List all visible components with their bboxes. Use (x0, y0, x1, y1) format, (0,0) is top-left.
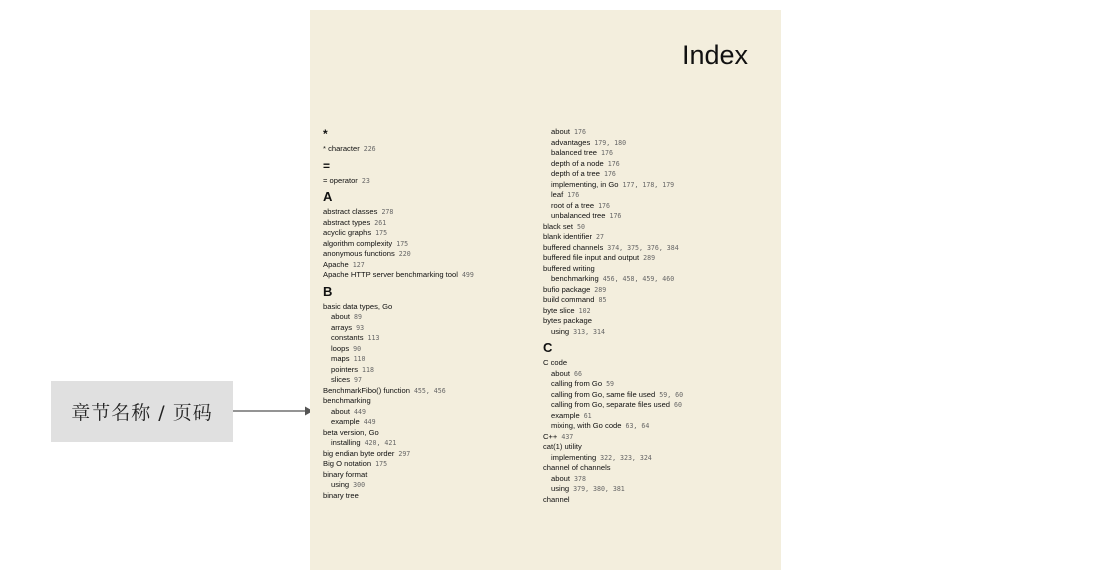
entry-page-numbers: 179, 180 (594, 138, 627, 147)
index-subentry (323, 365, 533, 376)
index-right-column (543, 127, 753, 505)
index-subentry (543, 138, 753, 149)
index-entry (323, 428, 533, 439)
entry-page-numbers: 176 (609, 212, 622, 220)
entry-term: Apache (323, 259, 349, 269)
entry-page-numbers: 261 (374, 218, 387, 227)
index-entry (543, 495, 753, 506)
entry-page-numbers: 226 (363, 145, 376, 153)
index-subentry (543, 327, 753, 338)
index-subentry (323, 407, 533, 418)
entry-page-numbers: 449 (363, 418, 376, 426)
entry-page-numbers: 374, 375, 376, 384 (607, 243, 679, 252)
entry-term: * character (323, 144, 360, 153)
entry-term: byte slice (543, 305, 575, 315)
entry-term: bytes package (543, 316, 592, 325)
index-entry (543, 264, 753, 275)
entry-term: example (331, 417, 360, 426)
entry-page-numbers: 63, 64 (625, 422, 650, 430)
entry-page-numbers: 322, 323, 324 (600, 453, 652, 462)
index-entry (323, 470, 533, 481)
entry-term: abstract types (323, 217, 371, 227)
entry-term: cat(1) utility (543, 442, 582, 451)
entry-term: leaf (551, 190, 564, 199)
index-entry (323, 249, 533, 260)
index-subentry (323, 438, 533, 449)
entry-term: channel of channels (543, 463, 611, 472)
index-subentry (543, 148, 753, 159)
index-subentry (543, 190, 753, 201)
entry-term: binary tree (323, 490, 359, 500)
index-entry (543, 285, 753, 296)
index-section-heading: * (323, 127, 328, 141)
entry-page-numbers: 176 (607, 159, 620, 168)
entry-term: constants (331, 333, 364, 342)
index-entry (323, 449, 533, 460)
index-entry (323, 396, 533, 407)
entry-term: unbalanced tree (551, 211, 606, 220)
entry-term: channel (543, 494, 570, 504)
entry-term: calling from Go, same file used (551, 389, 656, 399)
index-page (310, 10, 781, 570)
index-subentry (323, 312, 533, 323)
entry-term: Big O notation (323, 459, 372, 468)
index-subentry (543, 169, 753, 180)
entry-page-numbers: 177, 178, 179 (622, 180, 675, 189)
entry-page-numbers: 175 (375, 229, 388, 237)
entry-term: abstract classes (323, 207, 378, 216)
index-entry (543, 432, 753, 443)
entry-term: benchmarking (551, 274, 599, 283)
index-subentry (543, 421, 753, 432)
entry-term: using (331, 480, 350, 489)
index-entry (543, 253, 753, 264)
index-subentry (323, 344, 533, 355)
entry-page-numbers: 50 (576, 222, 585, 231)
entry-page-numbers: 313, 314 (573, 327, 605, 336)
index-subentry (323, 480, 533, 491)
entry-term: installing (331, 438, 361, 447)
entry-page-numbers: 113 (367, 334, 380, 342)
entry-page-numbers: 456, 458, 459, 460 (602, 275, 675, 283)
index-subentry (543, 400, 753, 411)
index-subentry (323, 323, 533, 334)
entry-term: root of a tree (551, 200, 595, 210)
entry-term: arrays (331, 322, 353, 332)
entry-term: benchmarking (323, 396, 371, 405)
entry-term: blank identifier (543, 232, 592, 241)
entry-page-numbers: 176 (567, 191, 580, 199)
entry-term: about (551, 127, 571, 136)
index-subentry (543, 411, 753, 422)
entry-term: advantages (551, 137, 591, 147)
callout-label: 章节名称 / 页码 (71, 402, 213, 424)
entry-page-numbers: 90 (353, 344, 362, 353)
index-entry (543, 358, 753, 369)
entry-page-numbers: 420, 421 (364, 439, 397, 447)
entry-term: build command (543, 295, 595, 304)
index-entry (323, 459, 533, 470)
entry-term: loops (331, 343, 350, 353)
index-entry (543, 295, 753, 306)
entry-page-numbers: 176 (603, 170, 616, 178)
entry-term: black set (543, 221, 573, 231)
entry-term: C code (543, 358, 568, 367)
entry-page-numbers: 437 (561, 432, 574, 441)
index-subentry (543, 211, 753, 222)
entry-term: maps (331, 354, 350, 363)
entry-term: implementing, in Go (551, 179, 619, 189)
entry-term: about (551, 473, 571, 483)
index-subentry (543, 453, 753, 464)
index-subentry (543, 484, 753, 495)
entry-term: buffered channels (543, 242, 604, 252)
entry-term: BenchmarkFibo() function (323, 385, 410, 395)
entry-page-numbers: 176 (574, 128, 586, 136)
entry-term: Apache HTTP server benchmarking tool (323, 270, 458, 279)
entry-page-numbers: 499 (461, 271, 474, 279)
entry-page-numbers: 97 (354, 376, 362, 384)
entry-term: example (551, 410, 580, 420)
entry-term: slices (331, 375, 350, 384)
entry-page-numbers: 118 (362, 365, 374, 374)
index-left-column (323, 127, 533, 501)
entry-page-numbers: 102 (578, 306, 591, 315)
entry-term: beta version, Go (323, 427, 379, 437)
entry-page-numbers: 289 (594, 285, 607, 294)
entry-term: pointers (331, 364, 359, 374)
index-section-heading: B (323, 283, 333, 299)
index-entry (323, 270, 533, 281)
index-entry (543, 232, 753, 243)
entry-term: about (331, 312, 351, 321)
index-subentry (543, 274, 753, 285)
entry-page-numbers: 175 (375, 460, 388, 468)
arrow-right-icon (233, 404, 313, 418)
entry-term: calling from Go (551, 379, 603, 388)
index-entry (323, 386, 533, 397)
index-entry (323, 260, 533, 271)
entry-term: algorithm complexity (323, 238, 393, 248)
index-subentry (543, 159, 753, 170)
index-entry (323, 207, 533, 218)
entry-page-numbers: 60 (674, 401, 682, 409)
entry-page-numbers: 23 (361, 176, 370, 185)
entry-term: calling from Go, separate files used (551, 400, 671, 409)
entry-page-numbers: 455, 456 (413, 386, 446, 395)
entry-term: anonymous functions (323, 249, 395, 258)
index-subentry (323, 333, 533, 344)
entry-page-numbers: 59 (606, 380, 615, 388)
index-section-heading: = (323, 158, 331, 173)
entry-page-numbers: 176 (601, 149, 613, 157)
entry-term: using (551, 484, 570, 493)
index-entry (323, 302, 533, 313)
entry-term: buffered writing (543, 263, 595, 273)
index-subentry (543, 369, 753, 380)
entry-term: depth of a node (551, 158, 604, 168)
entry-term: buffered file input and output (543, 253, 640, 262)
index-section-heading: A (323, 189, 333, 204)
index-entry (323, 144, 533, 155)
entry-page-numbers: 59, 60 (659, 390, 684, 399)
entry-term: binary format (323, 469, 368, 479)
entry-page-numbers: 66 (574, 369, 582, 378)
index-entry (323, 218, 533, 229)
entry-term: = operator (323, 175, 358, 185)
index-entry (543, 306, 753, 317)
index-subentry (323, 354, 533, 365)
annotation-callout (51, 381, 233, 442)
index-entry (323, 491, 533, 502)
entry-term: balanced tree (551, 148, 598, 157)
index-subentry (543, 474, 753, 485)
index-entry (323, 228, 533, 239)
index-entry (543, 463, 753, 474)
entry-term: bufio package (543, 284, 591, 294)
entry-page-numbers: 278 (381, 208, 394, 216)
index-subentry (543, 180, 753, 191)
index-subentry (543, 379, 753, 390)
index-section-heading: C (543, 340, 553, 355)
entry-term: using (551, 326, 570, 336)
entry-term: depth of a tree (551, 169, 600, 178)
entry-page-numbers: 93 (356, 323, 365, 332)
entry-page-numbers: 89 (354, 313, 362, 321)
index-subentry (543, 127, 753, 138)
index-entry (543, 442, 753, 453)
entry-page-numbers: 61 (583, 411, 592, 420)
entry-page-numbers: 85 (598, 296, 607, 304)
entry-page-numbers: 176 (598, 201, 610, 210)
index-subentry (323, 375, 533, 386)
entry-page-numbers: 27 (595, 233, 604, 241)
entry-page-numbers: 297 (398, 449, 411, 458)
page-title: Index (681, 40, 748, 70)
entry-page-numbers: 127 (352, 260, 365, 269)
index-subentry (543, 201, 753, 212)
entry-page-numbers: 449 (354, 407, 366, 416)
index-subentry (323, 417, 533, 428)
index-subentry (543, 390, 753, 401)
entry-page-numbers: 378 (574, 474, 586, 483)
entry-page-numbers: 379, 380, 381 (573, 485, 625, 493)
entry-page-numbers: 110 (353, 355, 366, 363)
entry-term: about (331, 406, 351, 416)
entry-term: C++ (543, 431, 558, 441)
index-entry (543, 316, 753, 327)
entry-term: acyclic graphs (323, 228, 372, 237)
entry-page-numbers: 300 (353, 481, 366, 489)
entry-term: mixing, with Go code (551, 421, 622, 430)
entry-page-numbers: 220 (398, 250, 411, 258)
entry-term: about (551, 368, 571, 378)
entry-page-numbers: 289 (643, 254, 656, 262)
index-entry (323, 176, 533, 187)
index-entry (323, 239, 533, 250)
entry-term: big endian byte order (323, 448, 395, 458)
index-entry (543, 222, 753, 233)
entry-term: implementing (551, 452, 597, 462)
entry-term: basic data types, Go (323, 301, 393, 311)
entry-page-numbers: 175 (396, 239, 409, 248)
index-entry (543, 243, 753, 254)
